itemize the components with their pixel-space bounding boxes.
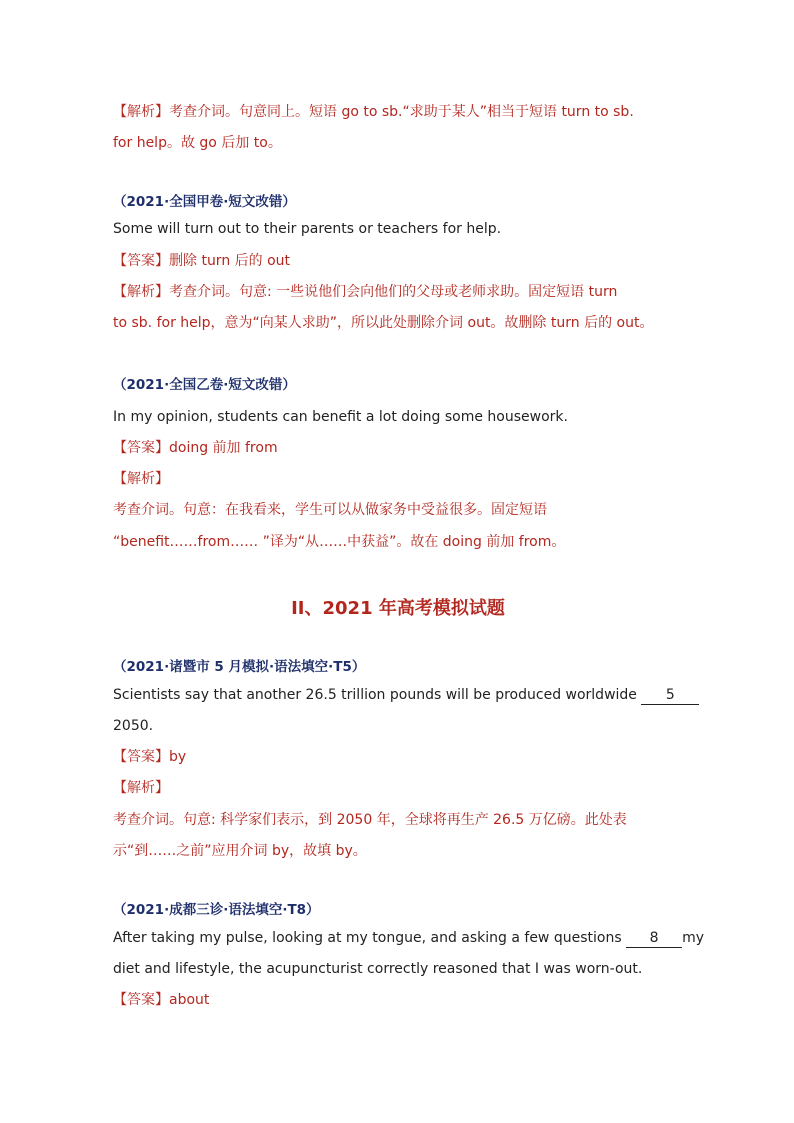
analysis-line: 示“到……之前”应用介词 by，故填 by。 xyxy=(113,843,367,859)
question-text: After taking my pulse, looking at my tongue, and asking a few questions 8 my xyxy=(113,930,705,946)
analysis-line: to sb. for help，意为“向某人求助”，所以此处删除介词 out。故删除 turn 后的 out。 xyxy=(113,315,654,331)
analysis-tag: 【解析】 xyxy=(113,104,169,120)
answer-line xyxy=(113,990,209,1010)
analysis-tag: 【解析】 xyxy=(113,780,169,796)
answer-text: doing 前加 from xyxy=(169,440,278,456)
answer-tag: 【答案】 xyxy=(113,749,169,765)
analysis-line: “benefit……from…… ”译为“从……中获益”。故在 doing 前加 from。 xyxy=(113,534,566,550)
answer-line xyxy=(113,251,290,271)
answer-tag: 【答案】 xyxy=(113,253,169,269)
question-text: diet and lifestyle, the acupuncturist correctly reasoned that I was worn-out. xyxy=(113,961,643,977)
section-heading: II、2021 年高考模拟试题 xyxy=(291,598,505,619)
question-source: （2021·成都三诊·语法填空·T8） xyxy=(113,902,320,918)
answer-tag: 【答案】 xyxy=(113,992,169,1008)
analysis-line: 【解析】考查介词。句意同上。短语 go to sb.“求助于某人”相当于短语 turn to sb. xyxy=(113,104,634,120)
question-text: Some will turn out to their parents or teachers for help. xyxy=(113,221,502,237)
analysis-line: 考查介词。句意: 科学家们表示，到 2050 年，全球将再生产 26.5 万亿磅。此处表 xyxy=(113,812,627,828)
answer-text: by xyxy=(169,749,187,765)
question-source: （2021·全国乙卷·短文改错） xyxy=(113,377,296,393)
fill-blank: 5 xyxy=(641,687,699,705)
analysis-line: 【解析】考查介词。句意: 一些说他们会向他们的父母或老师求助。固定短语 turn xyxy=(113,284,618,300)
question-text: 2050. xyxy=(113,718,154,734)
answer-text: 删除 turn 后的 out xyxy=(169,253,291,269)
analysis-line: 考查介词。句意：在我看来，学生可以从做家务中受益很多。固定短语 xyxy=(113,502,547,518)
answer-line xyxy=(113,747,186,767)
question-source: （2021·全国甲卷·短文改错） xyxy=(113,194,296,210)
analysis-tag: 【解析】 xyxy=(113,471,169,487)
question-text: In my opinion, students can benefit a lot doing some housework. xyxy=(113,409,568,425)
answer-tag: 【答案】 xyxy=(113,440,169,456)
answer-line xyxy=(113,438,278,458)
analysis-line: for help。故 go 后加 to。 xyxy=(113,135,282,151)
fill-blank: 8 xyxy=(626,930,682,948)
question-source: （2021·诸暨市 5 月模拟·语法填空·T5） xyxy=(113,659,366,675)
question-text: Scientists say that another 26.5 trillion pounds will be produced worldwide 5 xyxy=(113,685,699,705)
analysis-tag: 【解析】 xyxy=(113,284,169,300)
answer-text: about xyxy=(169,992,210,1008)
